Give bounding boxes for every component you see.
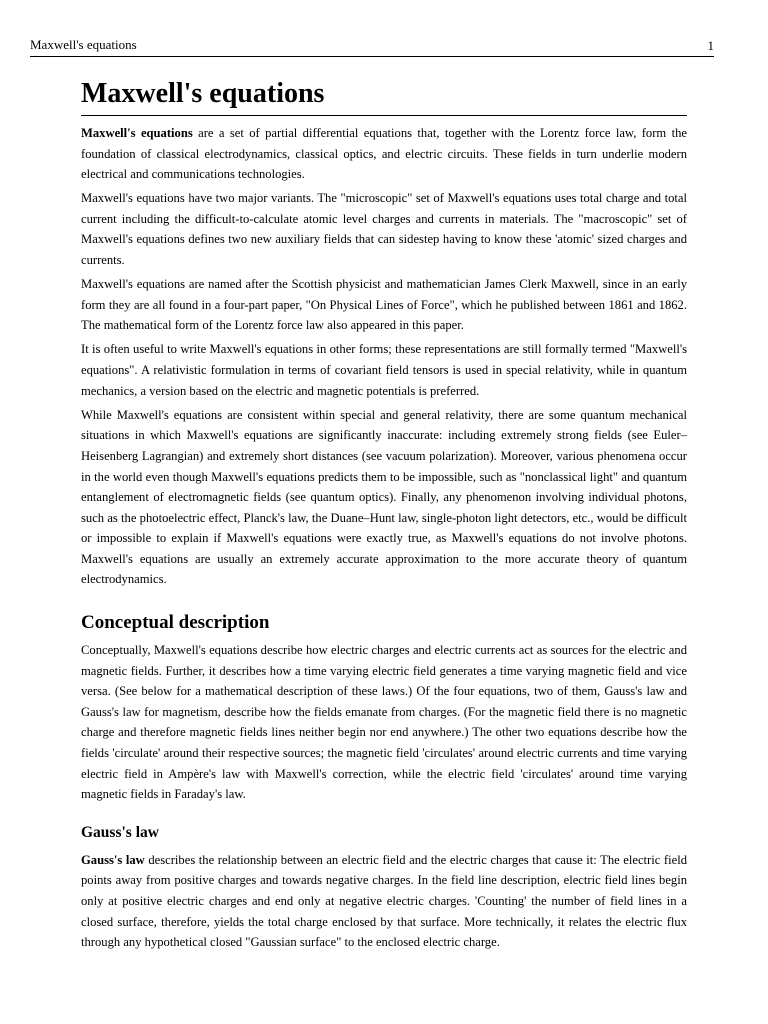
subsection-heading-gauss-law: Gauss's law [81,823,159,841]
paragraph-conceptual: Conceptually, Maxwell's equations describe how electric charges and electric currents act as sources for the electric and magnetic fields. Further, it describes how a time varying electric field generates a time varying magnetic field and vice versa. (See below for a mathematical description of these laws.) Of the four equations, two of them, Gauss's law and Gauss's law for magnetism, describe how the fields emanate from charges. (For the magnetic field there is no magnetic charge and therefore magnetic fields lines neither begin nor end anywhere.) The other two equations describe how the fields 'circulate' around their respective sources; the magnetic field 'circulates' around electric currents and time varying electric field in Ampère's law with Maxwell's correction, while the electric field 'circulates' around time varying magnetic fields in Faraday's law. [81,643,687,802]
paragraph-intro-2: Maxwell's equations have two major variants. The "microscopic" set of Maxwell's equations uses total charge and total current including the difficult-to-calculate atomic level charges and currents in materials. The "macroscopic" set of Maxwell's equations defines two new auxiliary fields that can sidestep having to know these 'atomic' sized charges and currents. [81,191,687,268]
running-title: Maxwell's equations [30,37,137,52]
header-rule [30,56,714,57]
article-body [81,78,687,956]
section-heading-conceptual-description: Conceptual description [81,612,270,634]
paragraph-intro-5: While Maxwell's equations are consistent within special and general relativity, there are some quantum mechanical situations in which Maxwell's equations are significantly inaccurate: including extremely strong fields (see Euler–Heisenberg Lagrangian) and extremely short distances (see vacuum polarization). Moreover, various phenomena occur in the world even though Maxwell's equations predicts them to be impossible, such as "nonclassical light" and quantum entanglement of electromagnetic fields (see quantum optics). Finally, any phenomenon involving individual photons, such as the photoelectric effect, Planck's law, the Duane–Hunt law, single-photon light detectors, etc., would be difficult or impossible to explain if Maxwell's equations were exactly true, as Maxwell's equations do not involve photons. Maxwell's equations are usually an extremely accurate approximation to the more accurate theory of quantum electrodynamics. [81,407,687,587]
page-number: 1 [707,38,714,53]
paragraph-intro-1 [81,123,687,185]
paragraph-text: are a set of partial differential equations that, together with the Lorentz force law, form the foundation of classical electrodynamics, classical optics, and electric circuits. These fields in turn underlie modern electrical and communications technologies. [81,126,687,182]
page-title: Maxwell's equations [81,78,687,116]
paragraph-intro-3: Maxwell's equations are named after the Scottish physicist and mathematician James Clerk Maxwell, since in an early form they are all found in a four-part paper, "On Physical Lines of Force", which he published between 1861 and 1862. The mathematical form of the Lorentz force law also appeared in this paper. [81,277,687,333]
running-header [30,0,714,56]
paragraph-gauss-law [81,850,687,953]
term-gauss-law: Gauss's law [81,852,145,867]
paragraph-intro-4: It is often useful to write Maxwell's equations in other forms; these representations are still formally termed "Maxwell's equations". A relativistic formulation in terms of covariant field tensors is used in special relativity, while in quantum mechanics, a version based on the electric and magnetic potentials is preferred. [81,342,687,398]
paragraph-text: describes the relationship between an electric field and the electric charges that cause it: The electric field points away from positive charges and towards negative charges. In the field line description, electric field lines begin only at positive electric charges and end only at negative electric charges. 'Counting' the number of field lines in a closed surface, therefore, yields the total charge enclosed by that surface. More technically, it relates the electric flux through any hypothetical closed "Gaussian surface" to the enclosed electric charge. [81,852,688,950]
term-maxwells-equations: Maxwell's equations [81,126,193,140]
